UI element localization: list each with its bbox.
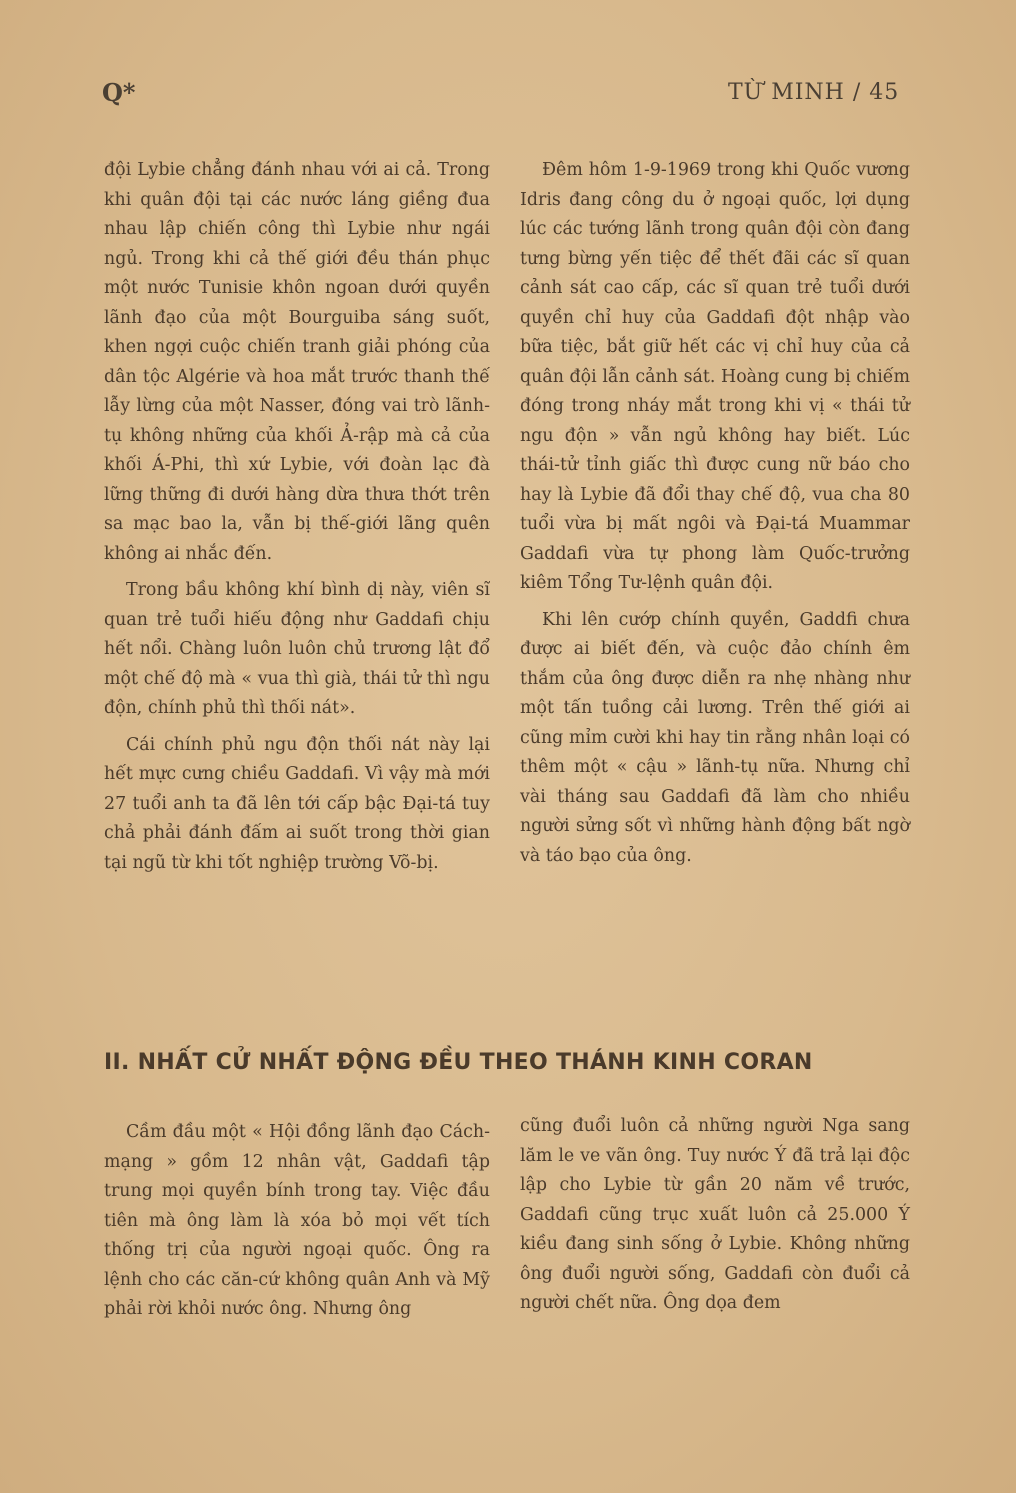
- paragraph: Cầm đầu một « Hội đồng lãnh đạo Cách-mạng » gồm 12 nhân vật, Gaddafi tập trung mọi quyền bính trong tay. Việc đầu tiên mà ông làm là xóa bỏ mọi vết tích thống trị của người ngoại quốc. Ông ra lệnh cho các căn-cứ không quân Anh và Mỹ phải rời khỏi nước ông. Nhưng ông: [104, 1122, 490, 1319]
- paragraph: cũng đuổi luôn cả những người Nga sang lăm le ve vãn ông. Tuy nước Ý đã trả lại độc lập cho Lybie từ gần 20 năm về trước, Gaddafi cũng trục xuất luôn cả 25.000 Ý kiều đang sinh sống ở Lybie. Không những ông đuổi người sống, Gaddafi còn đuổi cả người chết nữa. Ông dọa đem: [520, 1116, 910, 1313]
- paragraph: Cái chính phủ ngu độn thối nát này lại hết mực cưng chiều Gaddafi. Vì vậy mà mới 27 tuổi anh ta đã lên tới cấp bậc Đại-tá tuy chả phải đánh đấm ai suốt trong thời gian tại ngũ từ khi tốt nghiệp trường Võ-bị.: [104, 734, 490, 873]
- section-heading: II. NHẤT CỬ NHẤT ĐỘNG ĐỀU THEO THÁNH KINH CORAN: [104, 1050, 813, 1075]
- column-4: [520, 1112, 910, 1319]
- page-mark: Q*: [102, 78, 136, 107]
- column-2: [520, 156, 910, 871]
- paragraph: Đêm hôm 1-9-1969 trong khi Quốc vương Idris đang công du ở ngoại quốc, lợi dụng lúc các tướng lãnh trong quân đội còn đang tưng bừng yến tiệc để thết đãi các sĩ quan cảnh sát cao cấp, các sĩ quan trẻ tuổi dưới quyền chỉ huy của Gaddafi đột nhập vào bữa tiệc, bắt giữ hết các vị chỉ huy của cả quân đội lẫn cảnh sát. Hoàng cung bị chiếm đóng trong nháy mắt trong khi vị « thái tử ngu độn » vẫn ngủ không hay biết. Lúc thái-tử tỉnh giấc thì được cung nữ báo cho hay là Lybie đã đổi thay chế độ, vua cha 80 tuổi vừa bị mất ngôi và Đại-tá Muammar Gaddafi vừa tự phong làm Quốc-trưởng kiêm Tổng Tư-lệnh quân đội.: [520, 160, 910, 593]
- paragraph: Khi lên cướp chính quyền, Gaddfi chưa được ai biết đến, và cuộc đảo chính êm thắm của ông được diễn ra nhẹ nhàng như một tấn tuồng cải lương. Trên thế giới ai cũng mỉm cười khi hay tin rằng nhân loại có thêm một « cậu » lãnh-tụ nữa. Nhưng chỉ vài tháng sau Gaddafi đã làm cho nhiều người sửng sốt vì những hành động bất ngờ và táo bạo của ông.: [520, 609, 910, 866]
- column-1: [104, 156, 490, 878]
- column-3: [104, 1118, 490, 1325]
- paragraph: Trong bầu không khí bình dị này, viên sĩ quan trẻ tuổi hiếu động như Gaddafi chịu hết nổi. Chàng luôn luôn chủ trương lật đổ một chế độ mà « vua thì già, thái tử thì ngu độn, chính phủ thì thối nát».: [104, 580, 490, 718]
- running-head: TỪ MINH / 45: [728, 80, 900, 105]
- paragraph: đội Lybie chẳng đánh nhau với ai cả. Trong khi quân đội tại các nước láng giềng đua nhau lập chiến công thì Lybie như ngái ngủ. Trong khi cả thế giới đều thán phục một nước Tunisie khôn ngoan dưới quyền lãnh đạo của một Bourguiba sáng suốt, khen ngợi cuộc chiến tranh giải phóng của dân tộc Algérie và hoa mắt trước thanh thế lẫy lừng của một Nasser, đóng vai trò lãnh-tụ không những của khối Ả-rập mà cả của khối Á-Phi, thì xứ Lybie, với đoàn lạc đà lững thững đi dưới hàng dừa thưa thớt trên sa mạc bao la, vẫn bị thế-giới lãng quên không ai nhắc đến.: [104, 160, 490, 564]
